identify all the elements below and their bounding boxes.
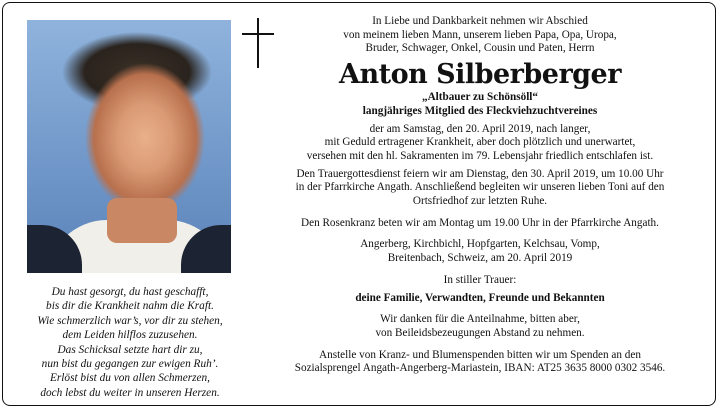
funeral-line: Den Trauergottesdienst feiern wir am Dienstag, den 30. April 2019, um 10.00 Uhr xyxy=(296,167,664,180)
family-line: deine Familie, Verwandten, Freunde und Bekannten xyxy=(355,291,605,304)
poem-line: doch lebst du weiter in unseren Herzen. xyxy=(40,386,220,399)
portrait-photo xyxy=(27,20,231,273)
intro-line: Bruder, Schwager, Onkel, Cousin und Paten, Herrn xyxy=(365,42,595,55)
intro-line: von meinem lieben Mann, unserem lieben Papa, Opa, Uropa, xyxy=(343,28,617,41)
poem-line: Erlöst bist du von allen Schmerzen, xyxy=(49,372,211,385)
death-line: der am Samstag, den 20. April 2019, nach langer, xyxy=(369,122,591,135)
photo-neck xyxy=(107,198,177,243)
poem xyxy=(14,285,246,400)
poem-line: Du hast gesorgt, du hast geschafft, xyxy=(51,286,209,298)
place-line: Breitenbach, Schweiz, am 20. April 2019 xyxy=(387,252,573,265)
announcement-text xyxy=(250,15,710,376)
poem-line: bis dir die Krankheit nahm die Kraft. xyxy=(46,300,214,313)
rosary-line: Den Rosenkranz beten wir am Montag um 19.00 Uhr in der Pfarrkirche Angath. xyxy=(301,216,659,229)
deceased-name: Anton Silberberger xyxy=(339,59,621,91)
poem-line: dem Leiden hilflos zuzusehen. xyxy=(62,329,198,342)
mourning-label: In stiller Trauer: xyxy=(443,273,517,286)
funeral-line: in der Pfarrkirche Angath. Anschließend begleiten wir unseren lieben Toni auf den xyxy=(295,181,665,194)
thanks-line: von Beileidsbezeugungen Abstand zu nehmen. xyxy=(375,326,585,339)
death-line: versehen mit den hl. Sakramenten im 79. Lebensjahr friedlich entschlafen ist. xyxy=(306,149,654,162)
nickname: „Altbauer zu Schönsöll“ xyxy=(421,91,539,104)
poem-line: nun bist du gegangen zur ewigen Ruh’. xyxy=(41,358,219,371)
poem-line: Wie schmerzlich war’s, vor dir zu stehen, xyxy=(37,314,223,327)
donation-line: Sozialsprengel Angath-Angerberg-Mariastein, IBAN: AT25 3635 8000 0302 3546. xyxy=(294,362,666,375)
membership: langjähriges Mitglied des Fleckviehzuchtvereines xyxy=(362,104,598,117)
poem-line: Das Schicksal setzte hart dir zu, xyxy=(57,343,203,356)
donation-line: Anstelle von Kranz- und Blumenspenden bitten wir um Spenden an den xyxy=(319,348,641,361)
intro-line: In Liebe und Dankbarkeit nehmen wir Abschied xyxy=(372,15,588,27)
place-line: Angerberg, Kirchbichl, Hopfgarten, Kelchsau, Vomp, xyxy=(360,238,600,251)
funeral-line: Ortsfriedhof zur letzten Ruhe. xyxy=(412,195,548,208)
thanks-line: Wir danken für die Anteilnahme, bitten aber, xyxy=(380,313,580,326)
death-line: mit Geduld ertragener Krankheit, aber doch plötzlich und unerwartet, xyxy=(324,136,636,149)
